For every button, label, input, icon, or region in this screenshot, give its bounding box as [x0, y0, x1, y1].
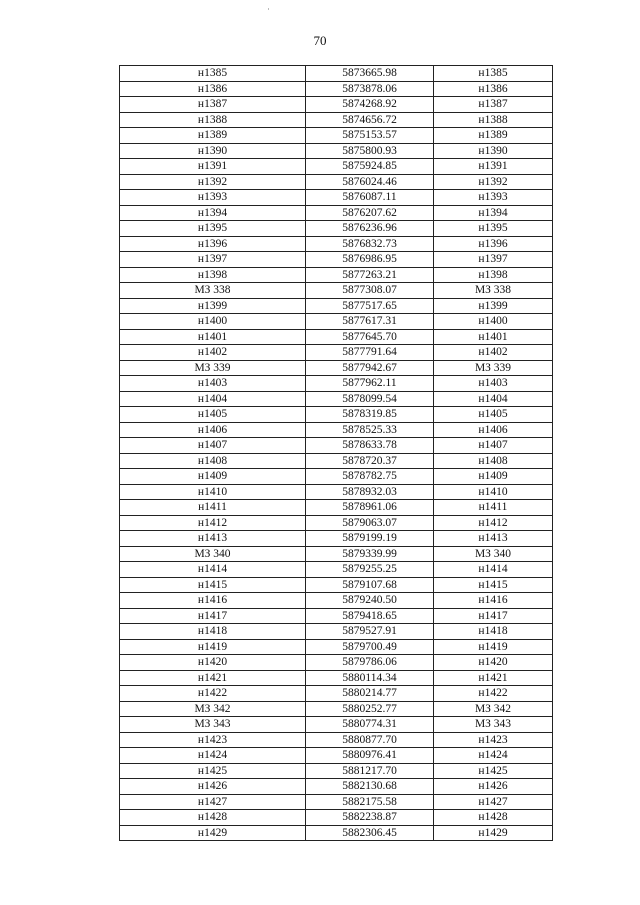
point-label-cell: н1386 [120, 81, 306, 97]
point-label-cell: МЗ 343 [120, 717, 306, 733]
point-label-cell: н1429 [434, 825, 553, 841]
table-row [120, 484, 553, 500]
point-label-cell: н1424 [434, 748, 553, 764]
table-row [120, 190, 553, 206]
coordinate-value-cell: 5874656.72 [306, 112, 434, 128]
point-label-cell: н1389 [434, 128, 553, 144]
point-label-cell: н1397 [434, 252, 553, 268]
point-label-cell: н1389 [120, 128, 306, 144]
table-row [120, 469, 553, 485]
point-label-cell: н1412 [120, 515, 306, 531]
table-row [120, 810, 553, 826]
point-label-cell: н1429 [120, 825, 306, 841]
table-row [120, 143, 553, 159]
table-row [120, 779, 553, 795]
point-label-cell: н1402 [120, 345, 306, 361]
point-label-cell: н1418 [120, 624, 306, 640]
coordinate-value-cell: 5879107.68 [306, 577, 434, 593]
table-row [120, 205, 553, 221]
point-label-cell: н1406 [434, 422, 553, 438]
table-row [120, 221, 553, 237]
table-row [120, 794, 553, 810]
table-row [120, 686, 553, 702]
coordinate-value-cell: 5875800.93 [306, 143, 434, 159]
table-row [120, 314, 553, 330]
table-row [120, 438, 553, 454]
point-label-cell: н1413 [434, 531, 553, 547]
coordinate-value-cell: 5874268.92 [306, 97, 434, 113]
point-label-cell: н1425 [120, 763, 306, 779]
table-row [120, 329, 553, 345]
point-label-cell: МЗ 340 [120, 546, 306, 562]
point-label-cell: н1405 [120, 407, 306, 423]
coordinate-value-cell: 5882130.68 [306, 779, 434, 795]
table-row [120, 577, 553, 593]
point-label-cell: н1396 [434, 236, 553, 252]
table-row [120, 624, 553, 640]
coordinate-value-cell: 5881217.70 [306, 763, 434, 779]
table-row [120, 283, 553, 299]
point-label-cell: МЗ 340 [434, 546, 553, 562]
coordinate-value-cell: 5877645.70 [306, 329, 434, 345]
point-label-cell: н1424 [120, 748, 306, 764]
coordinate-value-cell: 5880214.77 [306, 686, 434, 702]
table-row [120, 515, 553, 531]
point-label-cell: н1400 [434, 314, 553, 330]
point-label-cell: н1412 [434, 515, 553, 531]
table-row [120, 407, 553, 423]
point-label-cell: н1393 [120, 190, 306, 206]
coordinate-value-cell: 5877263.21 [306, 267, 434, 283]
table-row [120, 159, 553, 175]
point-label-cell: н1413 [120, 531, 306, 547]
coordinate-value-cell: 5880976.41 [306, 748, 434, 764]
table-row [120, 128, 553, 144]
table-row [120, 732, 553, 748]
point-label-cell: н1388 [120, 112, 306, 128]
point-label-cell: н1387 [120, 97, 306, 113]
page-number: 70 [313, 33, 327, 48]
point-label-cell: н1385 [120, 66, 306, 82]
point-label-cell: н1414 [120, 562, 306, 578]
point-label-cell: н1419 [120, 639, 306, 655]
table-row [120, 267, 553, 283]
point-label-cell: МЗ 338 [120, 283, 306, 299]
point-label-cell: н1425 [434, 763, 553, 779]
point-label-cell: н1414 [434, 562, 553, 578]
table-row [120, 546, 553, 562]
point-label-cell: н1408 [434, 453, 553, 469]
table-row [120, 825, 553, 841]
point-label-cell: МЗ 342 [434, 701, 553, 717]
table-row [120, 670, 553, 686]
point-label-cell: н1391 [434, 159, 553, 175]
coordinate-value-cell: 5877308.07 [306, 283, 434, 299]
coordinate-value-cell: 5878319.85 [306, 407, 434, 423]
coordinate-value-cell: 5876207.62 [306, 205, 434, 221]
point-label-cell: н1406 [120, 422, 306, 438]
coordinate-value-cell: 5878099.54 [306, 391, 434, 407]
point-label-cell: н1404 [434, 391, 553, 407]
point-label-cell: н1401 [120, 329, 306, 345]
table-body [120, 66, 553, 841]
table-row [120, 639, 553, 655]
coordinates-table [119, 65, 553, 841]
point-label-cell: н1426 [434, 779, 553, 795]
point-label-cell: н1426 [120, 779, 306, 795]
point-label-cell: н1395 [434, 221, 553, 237]
table-row [120, 360, 553, 376]
point-label-cell: МЗ 339 [434, 360, 553, 376]
coordinate-value-cell: 5880877.70 [306, 732, 434, 748]
point-label-cell: н1401 [434, 329, 553, 345]
table-row [120, 391, 553, 407]
table-row [120, 748, 553, 764]
coordinate-value-cell: 5879240.50 [306, 593, 434, 609]
table-row [120, 174, 553, 190]
coordinate-value-cell: 5875153.57 [306, 128, 434, 144]
coordinate-value-cell: 5878633.78 [306, 438, 434, 454]
point-label-cell: н1404 [120, 391, 306, 407]
point-label-cell: н1392 [120, 174, 306, 190]
point-label-cell: н1385 [434, 66, 553, 82]
coordinate-value-cell: 5878720.37 [306, 453, 434, 469]
point-label-cell: н1396 [120, 236, 306, 252]
coordinate-value-cell: 5879700.49 [306, 639, 434, 655]
point-label-cell: н1390 [434, 143, 553, 159]
point-label-cell: н1411 [434, 500, 553, 516]
point-label-cell: н1391 [120, 159, 306, 175]
point-label-cell: н1408 [120, 453, 306, 469]
coordinate-value-cell: 5878782.75 [306, 469, 434, 485]
point-label-cell: н1417 [434, 608, 553, 624]
table-row [120, 97, 553, 113]
coordinate-value-cell: 5882175.58 [306, 794, 434, 810]
point-label-cell: н1416 [434, 593, 553, 609]
point-label-cell: н1409 [434, 469, 553, 485]
table-row [120, 81, 553, 97]
point-label-cell: н1411 [120, 500, 306, 516]
point-label-cell: н1420 [120, 655, 306, 671]
point-label-cell: н1403 [434, 376, 553, 392]
scan-mark [268, 8, 269, 10]
point-label-cell: н1428 [120, 810, 306, 826]
point-label-cell: н1427 [434, 794, 553, 810]
point-label-cell: МЗ 338 [434, 283, 553, 299]
point-label-cell: н1422 [434, 686, 553, 702]
point-label-cell: н1388 [434, 112, 553, 128]
coordinate-value-cell: 5877617.31 [306, 314, 434, 330]
table-row [120, 608, 553, 624]
point-label-cell: н1399 [434, 298, 553, 314]
coordinate-value-cell: 5873665.98 [306, 66, 434, 82]
table-row [120, 500, 553, 516]
point-label-cell: н1415 [434, 577, 553, 593]
table-row [120, 376, 553, 392]
table-row [120, 422, 553, 438]
point-label-cell: н1398 [120, 267, 306, 283]
table-row [120, 531, 553, 547]
coordinate-value-cell: 5877942.67 [306, 360, 434, 376]
point-label-cell: н1398 [434, 267, 553, 283]
coordinate-value-cell: 5882238.87 [306, 810, 434, 826]
point-label-cell: н1400 [120, 314, 306, 330]
point-label-cell: н1410 [120, 484, 306, 500]
point-label-cell: МЗ 343 [434, 717, 553, 733]
point-label-cell: н1387 [434, 97, 553, 113]
point-label-cell: н1393 [434, 190, 553, 206]
point-label-cell: н1407 [120, 438, 306, 454]
point-label-cell: н1405 [434, 407, 553, 423]
coordinate-value-cell: 5876087.11 [306, 190, 434, 206]
point-label-cell: н1421 [434, 670, 553, 686]
point-label-cell: н1399 [120, 298, 306, 314]
coordinate-value-cell: 5879527.91 [306, 624, 434, 640]
coordinate-value-cell: 5875924.85 [306, 159, 434, 175]
point-label-cell: н1420 [434, 655, 553, 671]
point-label-cell: н1422 [120, 686, 306, 702]
point-label-cell: МЗ 339 [120, 360, 306, 376]
point-label-cell: н1402 [434, 345, 553, 361]
point-label-cell: н1397 [120, 252, 306, 268]
point-label-cell: МЗ 342 [120, 701, 306, 717]
point-label-cell: н1392 [434, 174, 553, 190]
table-row [120, 701, 553, 717]
coordinate-value-cell: 5880252.77 [306, 701, 434, 717]
coordinate-value-cell: 5879063.07 [306, 515, 434, 531]
table-row [120, 717, 553, 733]
coordinate-value-cell: 5876236.96 [306, 221, 434, 237]
coordinate-value-cell: 5880114.34 [306, 670, 434, 686]
coordinate-value-cell: 5876986.95 [306, 252, 434, 268]
coordinate-value-cell: 5877517.65 [306, 298, 434, 314]
table-row [120, 252, 553, 268]
coordinate-value-cell: 5877962.11 [306, 376, 434, 392]
point-label-cell: н1403 [120, 376, 306, 392]
point-label-cell: н1394 [120, 205, 306, 221]
point-label-cell: н1386 [434, 81, 553, 97]
point-label-cell: н1423 [120, 732, 306, 748]
coordinate-value-cell: 5876832.73 [306, 236, 434, 252]
table-row [120, 345, 553, 361]
point-label-cell: н1395 [120, 221, 306, 237]
coordinate-value-cell: 5880774.31 [306, 717, 434, 733]
coordinate-value-cell: 5878525.33 [306, 422, 434, 438]
point-label-cell: н1407 [434, 438, 553, 454]
point-label-cell: н1410 [434, 484, 553, 500]
point-label-cell: н1415 [120, 577, 306, 593]
coordinate-value-cell: 5879199.19 [306, 531, 434, 547]
point-label-cell: н1421 [120, 670, 306, 686]
table-row [120, 562, 553, 578]
coordinate-value-cell: 5878961.06 [306, 500, 434, 516]
table-row [120, 593, 553, 609]
coordinate-value-cell: 5879339.99 [306, 546, 434, 562]
table-row [120, 763, 553, 779]
coordinate-value-cell: 5876024.46 [306, 174, 434, 190]
point-label-cell: н1416 [120, 593, 306, 609]
point-label-cell: н1423 [434, 732, 553, 748]
point-label-cell: н1428 [434, 810, 553, 826]
point-label-cell: н1394 [434, 205, 553, 221]
table-row [120, 66, 553, 82]
coordinate-value-cell: 5873878.06 [306, 81, 434, 97]
point-label-cell: н1419 [434, 639, 553, 655]
point-label-cell: н1427 [120, 794, 306, 810]
point-label-cell: н1409 [120, 469, 306, 485]
coordinate-value-cell: 5879786.06 [306, 655, 434, 671]
coordinate-value-cell: 5878932.03 [306, 484, 434, 500]
point-label-cell: н1390 [120, 143, 306, 159]
point-label-cell: н1418 [434, 624, 553, 640]
point-label-cell: н1417 [120, 608, 306, 624]
table-row [120, 236, 553, 252]
table-row [120, 453, 553, 469]
table-row [120, 112, 553, 128]
coordinate-value-cell: 5877791.64 [306, 345, 434, 361]
coordinate-value-cell: 5879255.25 [306, 562, 434, 578]
table-row [120, 298, 553, 314]
table-row [120, 655, 553, 671]
coordinate-value-cell: 5879418.65 [306, 608, 434, 624]
coordinate-value-cell: 5882306.45 [306, 825, 434, 841]
